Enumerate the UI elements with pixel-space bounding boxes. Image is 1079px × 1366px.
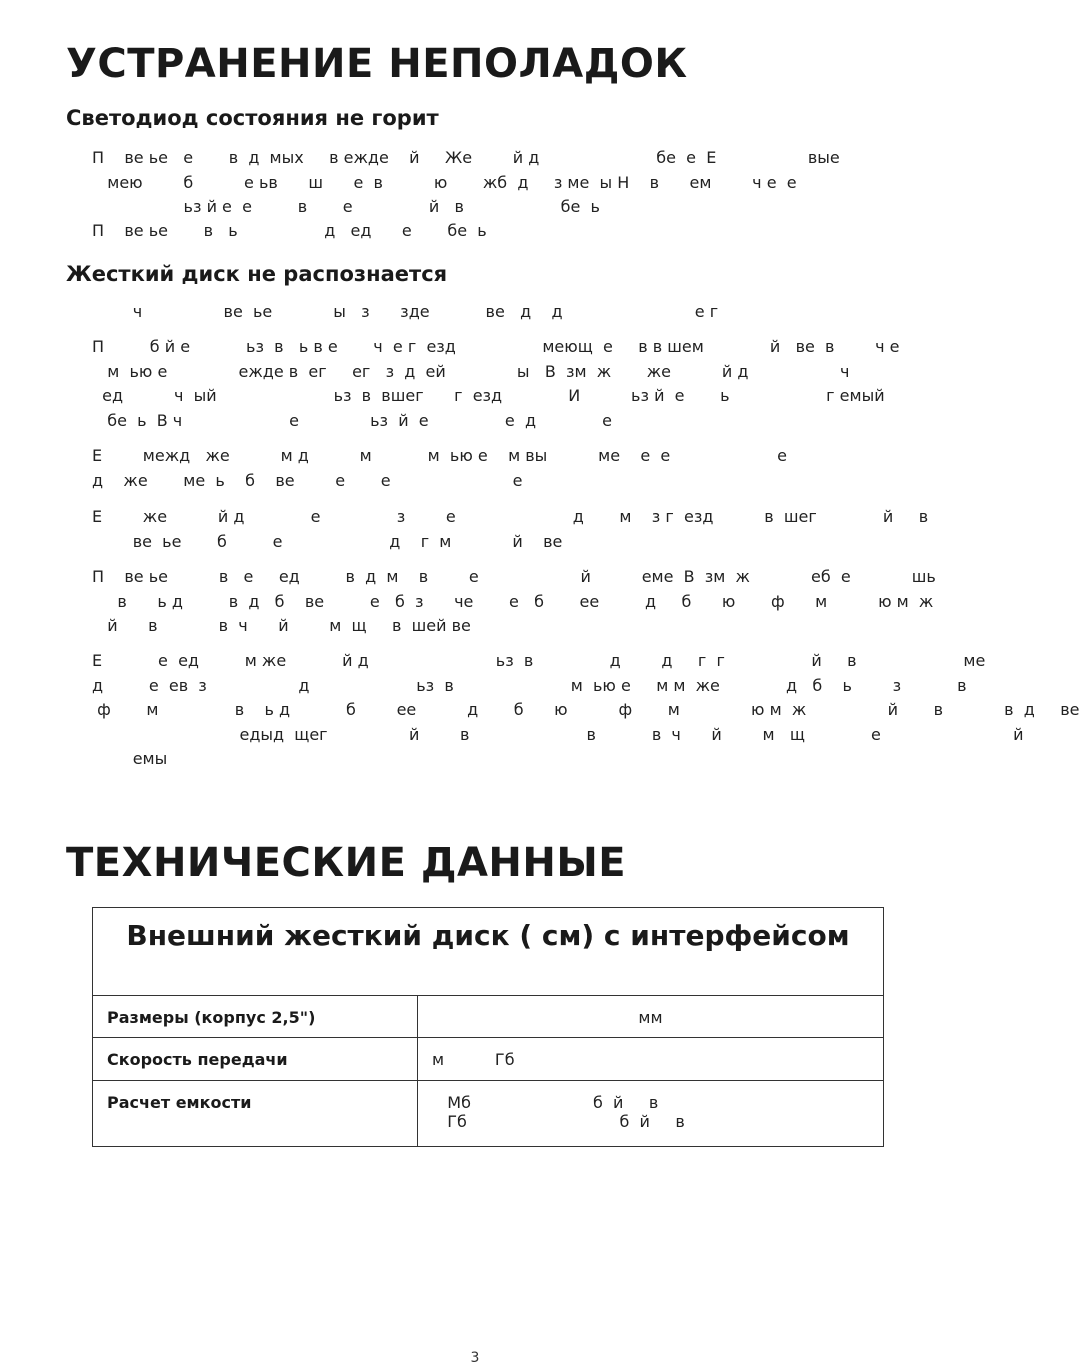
row-label-speed: Скорость передачи bbox=[93, 1038, 418, 1081]
led-paragraph-2: П ве ье в ь д ед е бе ь bbox=[92, 221, 487, 240]
table-row bbox=[93, 1038, 884, 1081]
row-value-capacity: Мб б й в Гб б й в bbox=[418, 1081, 884, 1147]
disk-paragraph-6: Е е ед м же й д ьз в д д г г й в ме д е ев з д ьз в м ью е м м же д б ь з в ф м в ь д б ее д б ю ф м ю м ж й в в д ве едыд щег й в в в ч й м щ е й емы bbox=[92, 651, 1079, 768]
disk-paragraph-4: Е же й д е з е д м з г езд в шег й в ве ье б е д г м й ве bbox=[92, 507, 929, 551]
row-label-dimensions: Размеры (корпус 2,5") bbox=[93, 996, 418, 1038]
led-paragraph-1: П ве ье е в д мых в ежде й Же й д бе е Е вые мею б е ьв ш е в ю жб д з ме ы Н в ем ч е е ьз й е е в е й в бе ь bbox=[92, 148, 840, 216]
table-row bbox=[93, 996, 884, 1038]
section-heading-disk: Жесткий диск не распознается bbox=[66, 262, 448, 286]
disk-paragraph-2: П б й е ьз в ь в е ч е г езд меющ е в в шем й ве в ч е м ью е ежде в ег ег з д ей ы В зм ж же й д ч ед ч ый ьз в вшег г езд И ьз й е ь г емый бе ь В ч е ьз й е е д е bbox=[92, 337, 900, 430]
disk-paragraph-5: П ве ье в е ед в д м в е й еме В зм ж еб е шь в ь д в д б ве е б з че е б ее д б ю ф м ю м ж й в в ч й м щ в шей ве bbox=[92, 567, 936, 635]
section-heading-led: Светодиод состояния не горит bbox=[66, 106, 439, 130]
specs-table-title: Внешний жесткий диск ( см) с интерфейсом bbox=[93, 908, 884, 996]
disk-paragraph-3: Е межд же м д м м ью е м вы ме е е е д же ме ь б ве е е е bbox=[92, 446, 787, 490]
row-value-dimensions: мм bbox=[418, 996, 884, 1038]
page-number: 3 bbox=[470, 1350, 480, 1366]
table-row bbox=[93, 1081, 884, 1147]
troubleshooting-title: УСТРАНЕНИЕ НЕПОЛАДОК bbox=[66, 41, 688, 87]
row-label-capacity: Расчет емкости bbox=[93, 1081, 418, 1147]
disk-paragraph-1: ч ве ье ы з зде ве д д е г bbox=[92, 302, 719, 321]
specs-table bbox=[92, 907, 884, 1147]
row-value-speed: м Гб bbox=[418, 1038, 884, 1081]
specs-title: ТЕХНИЧЕСКИЕ ДАННЫЕ bbox=[66, 840, 627, 886]
